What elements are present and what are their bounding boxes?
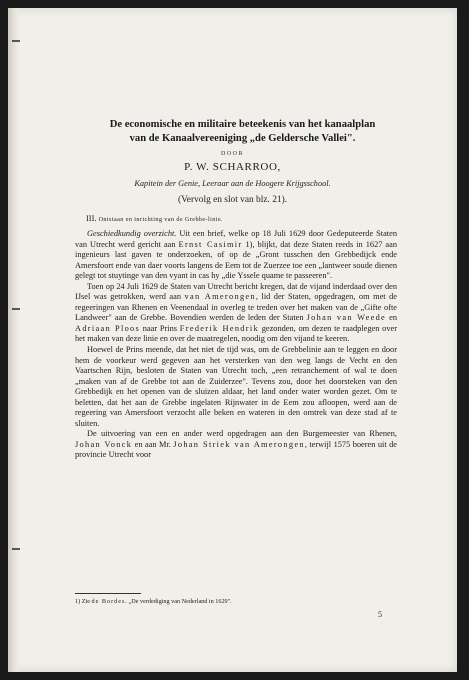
- title-line-1: De economische en militaire beteekenis van het kanaalplan: [109, 119, 376, 130]
- margin-mark: [12, 548, 20, 550]
- person-name: Johan van Weede: [306, 313, 387, 323]
- section-number: III.: [86, 214, 97, 223]
- footnote-divider: [75, 593, 141, 594]
- margin-mark: [12, 308, 20, 310]
- person-name: Johan Vonck: [75, 439, 133, 449]
- page-binding-edge: [8, 8, 20, 672]
- paragraph-4: De uitvoering van een en ander werd opgedragen aan den Burgemeester van Rhenen, Johan Vonck en aan Mr. Johan Striek van Amerongen, terwijl 1575 boeren uit de provincie Utrecht voor: [75, 429, 397, 460]
- author-name: P. W. SCHARROO,: [184, 161, 281, 173]
- person-name: van Amerongen: [184, 292, 256, 302]
- book-page: [8, 8, 457, 672]
- person-name: Johan Striek van Amerongen: [173, 439, 305, 449]
- margin-mark: [12, 40, 20, 42]
- paragraph-lead: Geschiedkundig overzicht.: [87, 229, 177, 238]
- paragraph-2: Toen op 24 Juli 1629 de Staten van Utrecht bericht kregen, dat de vijand inderdaad over den IJsel was getrokken, werd aan van Amerongen, lid der Staten, opgedragen, om met de regeeringen van Rhenen en Veenendaal in overleg te treden over het maken van de „Gifte ofte Landweer" aan de Grebbe. Bovendien werden de leden der Staten Johan van Weede en Adriaan Ploos naar Prins Frederik Hendrik gezonden, om dezen te raadplegen over het maken van deze linie en over de maatregelen, noodig om den vijand te keeren.: [75, 281, 397, 344]
- section-heading: [86, 214, 223, 223]
- person-name: Frederik Hendrik: [179, 323, 259, 333]
- person-name: Ernst Casimir: [178, 239, 243, 249]
- footnote: 1) Zie de Bordes. „De verdediging van Nederland in 1629".: [75, 598, 232, 605]
- continuation-note: (Vervolg en slot van blz. 21).: [177, 195, 288, 205]
- section-title: Ontstaan en inrichting van de Grebbe-linie.: [98, 216, 223, 223]
- footnote-author: de Bordes: [91, 598, 126, 605]
- paragraph-3: Hoewel de Prins meende, dat het niet de tijd was, om de Grebbelinie aan te leggen en door hem de voorkeur werd gegeven aan het versterken van den weg langs de Vecht en den Vaartschen Rijn, besloten de Staten van Utrecht toch, „een retranchement of wal te doen „maken van af de Grebbe tot aan de Zuiderzee". Tevens zou, door het doorsteken van den Grebbedijk en het openen van de sluizen aldaar, het land onder water worden gezet. Om te beletten, dat het aan de Grebbe ingelaten Rijnwater in de Eem zou afloopen, werd aan de regeering van Amersfoort verzocht alle beken en wateren in den omtrek van deze stad af te sluiten.: [75, 345, 397, 428]
- author-affiliation: Kapitein der Genie, Leeraar aan de Hoogere Krijgsschool.: [134, 179, 331, 188]
- person-name: Adriaan Ploos: [75, 323, 141, 333]
- title-line-2: van de Kanaalvereeniging „de Geldersche Vallei".: [129, 133, 356, 144]
- article-title: [28, 118, 457, 146]
- article-body: [75, 229, 397, 461]
- paragraph-1: Geschiedkundig overzicht. Uit een brief, welke op 18 Juli 1629 door Gedeputeerde Staten van Utrecht werd gericht aan Ernst Casimir 1), blijkt, dat deze Staten reeds in 1627 aan ingenieurs last gaven te onderzoeken, of op de „Gront tusschen den Grebbedijck ende Amersfoort ende van daer voorts langens de Eem tot de Zuerzee toe een „lantweer soude dienen gelegt tot stuytinge van den vyant in cas hy „die Yssele quame te passeeren".: [75, 229, 398, 281]
- page-number: 5: [378, 610, 382, 619]
- byline-door: DOOR: [220, 151, 244, 157]
